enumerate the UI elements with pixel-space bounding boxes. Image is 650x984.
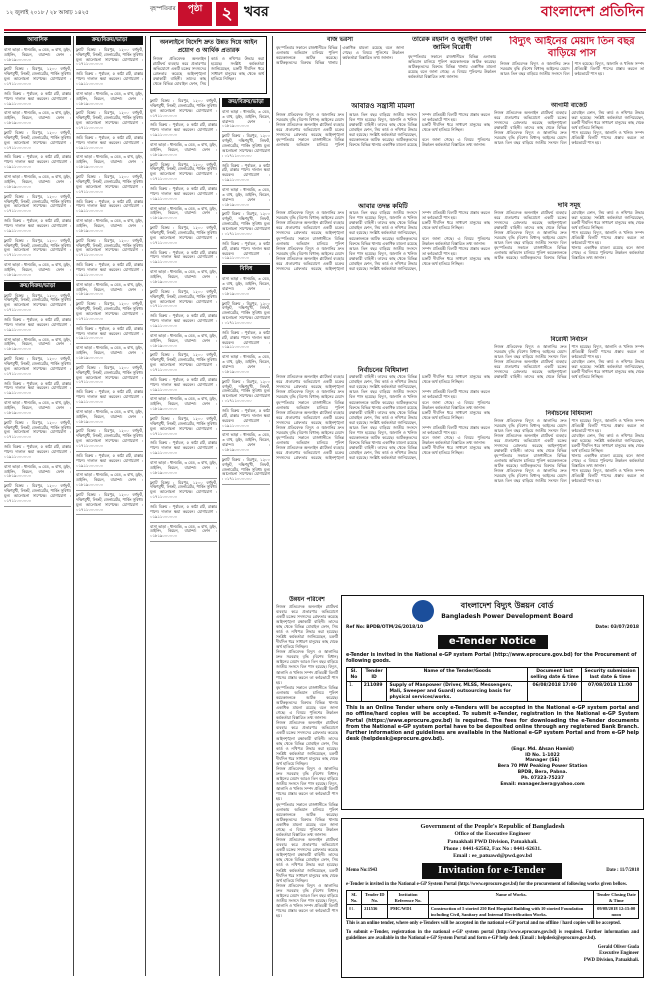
tender-signature <box>346 945 639 964</box>
story-body: নিজস্ব প্রতিবেদক বিদ্যুৎ ও জ্বালানির দ্রুত সরবরাহ বৃদ্ধি (বিশেষ বিধান) আইনের মেয়াদ আরও তিন বছর বাড়িয়ে জাতীয় সংসদে বিল পাস হয়েছে। বিদ্যুৎ, জ্বালানি ও খনিজ সম্পদ প্রতিমন্ত্রী বিলটি পাসের প্রস্তাব করলে তা কণ্ঠভোটে পাস হয়। <box>276 389 490 400</box>
tender-notice-bpdb <box>341 595 644 810</box>
classified-heading: ক্রয়/বিক্রয়/ভাড়া <box>222 98 270 107</box>
classified-ad: জমি বিক্রয় : পূর্বাচল, ৫ কাঠা প্লট, রাস্তার পাশে। দালাল ক্ষমা করবেন। যোগাযোগ : ০১৯১১০০০০০০ <box>76 199 143 218</box>
sign-email: Email: manager.bera@yahoo.com <box>500 781 585 787</box>
story-headline: বিরোধী নির্বাচন <box>550 336 588 343</box>
classified-ad: বাসা ভাড়া : ধানমন্ডি, ৩ বেড, ৩ বাথ, ড্রইং, ডাইনিং, কিচেন, বারান্দা। ফোন : ০১৮১৯০০০০০০ <box>4 174 71 193</box>
tender-table <box>346 890 639 920</box>
tender-title: e-Tender Notice <box>438 635 548 650</box>
classified-ad: জমি বিক্রয় : পূর্বাচল, ৫ কাঠা প্লট, রাস্তার পাশে। দালাল ক্ষমা করবেন। যোগাযোগ : ০১৯১১০০০০০০ <box>4 154 71 173</box>
story-body: নিজস্ব প্রতিবেদক অনলাইন প্ল্যাটফর্ম ব্যবহার করে প্রতারণার অভিযোগে একটি চক্রের সদস্যদের গ্রেফতার করেছে আইনশৃঙ্খলা রক্ষাকারী বাহিনী। তাদের কাছ থেকে বিভিন্ন মোবাইল ফোন, সিম কার্ড ও নথিপত্র উদ্ধার করা হয়েছে। সংশ্লিষ্ট কর্মকর্তারা জানিয়েছেন, চক্রটি দীর্ঘদিন ধরে সাধারণ মানুষের কাছ থেকে অর্থ হাতিয়ে নিচ্ছিল। <box>494 432 644 453</box>
tender-note-2: To submit e-Tender, registration in the national e-GP system portal (http://www.eprocure.gov.bd) is required. Further information and guidelines are available in the National e-GP System Portal and form e-GP help desk (Email : helpdesk@eprocure.gov.bd). <box>346 929 639 941</box>
story-body: নিজস্ব প্রতিবেদক বিদ্যুৎ ও জ্বালানির দ্রুত সরবরাহ বৃদ্ধি (বিশেষ বিধান) আইনের মেয়াদ আরও তিন বছর বাড়িয়ে জাতীয় সংসদে বিল পাস হয়েছে। বিদ্যুৎ, জ্বালানি ও খনিজ সম্পদ প্রতিমন্ত্রী বিলটি পাসের প্রস্তাব করলে তা কণ্ঠভোটে পাস হয়। <box>276 882 338 919</box>
classified-ad: ফ্ল্যাট বিক্রয় : মিরপুর, ১২০০ বর্গফুট, দক্ষিণমুখী, লিফট, জেনারেটর, পার্কিং সুবিধা। মূল্য আলোচনা সাপেক্ষে। যোগাযোগ : ০১৭১১০০০০০০ <box>222 133 270 161</box>
classified-ad: ফ্ল্যাট বিক্রয় : মিরপুর, ১২০০ বর্গফুট, দক্ষিণমুখী, লিফট, জেনারেটর, পার্কিং সুবিধা। মূল্য আলোচনা সাপেক্ষে। যোগাযোগ : ০১৭১১০০০০০০ <box>76 365 143 388</box>
story-section-2 <box>494 102 644 198</box>
story-body: নিজস্ব প্রতিবেদক অনলাইন প্ল্যাটফর্ম ব্যবহার করে প্রতারণার অভিযোগে একটি চক্রের সদস্যদের গ্রেফতার করেছে আইনশৃঙ্খলা রক্ষাকারী বাহিনী। তাদের কাছ থেকে বিভিন্ন মোবাইল ফোন, সিম কার্ড ও নথিপত্র উদ্ধার করা হয়েছে। সংশ্লিষ্ট কর্মকর্তারা জানিয়েছেন, চক্রটি দীর্ঘদিন ধরে সাধারণ মানুষের কাছ থেকে অর্থ হাতিয়ে নিচ্ছিল। <box>276 121 490 138</box>
issue-day: বৃহস্পতিবার <box>150 6 176 12</box>
classified-ad: জমি বিক্রয় : পূর্বাচল, ৫ কাঠা প্লট, রাস্তার পাশে। দালাল ক্ষমা করবেন। যোগাযোগ : ০১৯১১০০০০০০ <box>150 440 217 459</box>
cell-sl: 01. <box>347 905 362 919</box>
org-name-en: Bangladesh Power Development Board <box>441 613 574 620</box>
classified-ad: জমি বিক্রয় : পূর্বাচল, ৫ কাঠা প্লট, রাস্তার পাশে। দালাল ক্ষমা করবেন। যোগাযোগ : ০১৯১১০০০০০০ <box>76 135 143 154</box>
col-doc-date: Document last selling date & time <box>528 668 582 682</box>
classified-ad: ফ্ল্যাট বিক্রয় : মিরপুর, ১২০০ বর্গফুট, দক্ষিণমুখী, লিফট, জেনারেটর, পার্কিং সুবিধা। মূল্য আলোচনা সাপেক্ষে। যোগাযোগ : ০১৭১১০০০০০০ <box>222 301 270 329</box>
tender-intro: e-Tender is invited in the National e-GP System Portal (http://www.eprocure.gov.bd) for the procurement of following works given bellow. <box>346 881 628 887</box>
sign-name: (Engr. Md. Ahsan Hamid) <box>511 746 574 752</box>
classified-ad: জমি বিক্রয় : পূর্বাচল, ৫ কাঠা প্লট, রাস্তার পাশে। দালাল ক্ষমা করবেন। যোগাযোগ : ০১৯১১০০০০০০ <box>4 381 71 400</box>
story-body: বৃহস্পতিবার সকালে রাজধানীতে বিভিন্ন এলাকায় অভিযান চালিয়ে পুলিশ কয়েকজনকে আটক করেছে। আটককৃতদের বিরুদ্ধে বিভিন্ন থানায় একাধিক মামলা রয়েছে বলে জানা গেছে। এ বিষয়ে পুলিশের উর্ধ্বতন কর্মকর্তারা বিস্তারিত তথ্য জানান। <box>408 53 496 79</box>
classified-column-4 <box>222 98 270 976</box>
classified-ad: ফ্ল্যাট বিক্রয় : মিরপুর, ১২০০ বর্গফুট, দক্ষিণমুখী, লিফট, জেনারেটর, পার্কিং সুবিধা। মূল্য আলোচনা সাপেক্ষে। যোগাযোগ : ০১৭১১০০০০০০ <box>4 420 71 443</box>
classified-ad: বাসা ভাড়া : ধানমন্ডি, ৩ বেড, ৩ বাথ, ড্রইং, ডাইনিং, কিচেন, বারান্দা। ফোন : ০১৮১৯০০০০০০ <box>150 269 217 288</box>
story-body: বৃহস্পতিবার সকালে রাজধানীতে বিভিন্ন এলাকায় অভিযান চালিয়ে পুলিশ কয়েকজনকে আটক করেছে। আটককৃতদের বিরুদ্ধে বিভিন্ন থানায় একাধিক মামলা রয়েছে বলে জানা গেছে। এ বিষয়ে পুলিশের উর্ধ্বতন কর্মকর্তারা বিস্তারিত তথ্য জানান। <box>276 44 404 65</box>
story-section-1 <box>276 102 490 198</box>
col-tender-name: Name of the Tender/Goods <box>387 668 528 682</box>
tender-notice-pwd <box>341 818 644 978</box>
story-body: নিজস্ব প্রতিবেদক অনলাইন প্ল্যাটফর্ম ব্যবহার করে প্রতারণার অভিযোগে একটি চক্রের সদস্যদের গ্রেফতার করেছে আইনশৃঙ্খলা রক্ষাকারী বাহিনী। তাদের কাছ থেকে বিভিন্ন মোবাইল ফোন, সিম কার্ড ও নথিপত্র উদ্ধার করা হয়েছে। সংশ্লিষ্ট কর্মকর্তারা জানিয়েছেন, চক্রটি দীর্ঘদিন ধরে সাধারণ মানুষের কাছ থেকে অর্থ হাতিয়ে নিচ্ছিল। <box>276 603 338 650</box>
sign-title: Manager (SE) <box>525 758 560 764</box>
classified-ad: বাসা ভাড়া : ধানমন্ডি, ৩ বেড, ৩ বাথ, ড্রইং, ডাইনিং, কিচেন, বারান্দা। ফোন : ০১৮১৯০০০০০০ <box>4 400 71 419</box>
classified-ad: বাসা ভাড়া : ধানমন্ডি, ৩ বেড, ৩ বাথ, ড্রইং, ডাইনিং, কিচেন, বারান্দা। ফোন : ০১৮১৯০০০০০০ <box>76 282 143 301</box>
column-rule <box>272 36 273 976</box>
classified-ad: জমি বিক্রয় : পূর্বাচল, ৫ কাঠা প্লট, রাস্তার পাশে। দালাল ক্ষমা করবেন। যোগাযোগ : ০১৯১১০০০০০০ <box>76 453 143 472</box>
tender-note: This is an Online Tender where only e-Tenders will be accepted in the National e-GP system portal and no offline/hard copies will be accepted. To submit e-Tender, registration in the National e-GP System Portal (https://www.eprocure.gov.bd) is required. The fees for downloading the e-Tender documents from the National e-GP system portal have to be deposited online through any registered Bank Branch. Further information and guidelines are available in the National e-GP system Portal and from e-GP help desk (helpdesk@eprocure.gov.bd). <box>346 705 639 743</box>
classified-ad: জমি বিক্রয় : পূর্বাচল, ৫ কাঠা প্লট, রাস্তার পাশে। দালাল ক্ষমা করবেন। যোগাযোগ : ০১৯১১০০০০০০ <box>222 241 270 264</box>
org-name-block <box>441 601 573 621</box>
story-body: নিজস্ব প্রতিবেদক অনলাইন প্ল্যাটফর্ম ব্যবহার করে প্রতারণার অভিযোগে একটি চক্রের সদস্যদের গ্রেফতার করেছে আইনশৃঙ্খলা রক্ষাকারী বাহিনী। তাদের কাছ থেকে বিভিন্ন মোবাইল ফোন, সিম কার্ড ও নথিপত্র উদ্ধার করা হয়েছে। সংশ্লিষ্ট কর্মকর্তারা জানিয়েছেন, চক্রটি দীর্ঘদিন ধরে সাধারণ মানুষের কাছ থেকে অর্থ হাতিয়ে নিচ্ছিল। <box>494 358 644 379</box>
classified-heading: ক্রয়/বিক্রয়/ভাড়া <box>4 282 71 291</box>
classified-ad: ফ্ল্যাট বিক্রয় : মিরপুর, ১২০০ বর্গফুট, দক্ষিণমুখী, লিফট, জেনারেটর, পার্কিং সুবিধা। মূল্য আলোচনা সাপেক্ষে। যোগাযোগ : ০১৭১১০০০০০০ <box>150 480 217 503</box>
table-row <box>347 905 639 919</box>
classified-ad: জমি বিক্রয় : পূর্বাচল, ৫ কাঠা প্লট, রাস্তার পাশে। দালাল ক্ষমা করবেন। যোগাযোগ : ০১৯১১০০০০০০ <box>222 408 270 431</box>
classified-ad: জমি বিক্রয় : পূর্বাচল, ৫ কাঠা প্লট, রাস্তার পাশে। দালাল ক্ষমা করবেন। যোগাযোগ : ০১৯১১০০০০০০ <box>76 326 143 345</box>
cell-tender-id: 211089 <box>361 682 387 702</box>
classified-ad: বাসা ভাড়া : ধানমন্ডি, ৩ বেড, ৩ বাথ, ড্রইং, ডাইনিং, কিচেন, বারান্দা। ফোন : ০১৮১৯০০০০০০ <box>4 464 71 483</box>
page-label-box <box>178 2 212 26</box>
story-headline: আবারও সন্ত্রাসী মামলা <box>351 102 415 110</box>
story-section-6 <box>276 366 490 592</box>
classified-ad: জমি বিক্রয় : পূর্বাচল, ৫ কাঠা প্লট, রাস্তার পাশে। দালাল ক্ষমা করবেন। যোগাযোগ : ০১৯১১০০০০০০ <box>76 71 143 90</box>
story-body: নিজস্ব প্রতিবেদক অনলাইন প্ল্যাটফর্ম ব্যবহার করে প্রতারণার অভিযোগে একটি চক্রের সদস্যদের গ্রেফতার করেছে আইনশৃঙ্খলা রক্ষাকারী বাহিনী। তাদের কাছ থেকে বিভিন্ন মোবাইল ফোন, সিম কার্ড ও নথিপত্র উদ্ধার করা হয়েছে। সংশ্লিষ্ট কর্মকর্তারা জানিয়েছেন, চক্রটি দীর্ঘদিন ধরে সাধারণ মানুষের কাছ থেকে অর্থ হাতিয়ে নিচ্ছিল। <box>276 445 490 461</box>
tender-date: Date: 03/07/2018 <box>595 625 639 630</box>
story-body: নিজস্ব প্রতিবেদক অনলাইন প্ল্যাটফর্ম ব্যবহার করে প্রতারণার অভিযোগে একটি চক্রের সদস্যদের গ্রেফতার করেছে আইনশৃঙ্খলা রক্ষাকারী বাহিনী। তাদের কাছ থেকে বিভিন্ন মোবাইল ফোন, সিম কার্ড ও নথিপত্র উদ্ধার করা হয়েছে। সংশ্লিষ্ট কর্মকর্তারা জানিয়েছেন, চক্রটি দীর্ঘদিন ধরে সাধারণ মানুষের কাছ থেকে অর্থ হাতিয়ে নিচ্ছিল। <box>276 409 490 425</box>
classified-ad: জমি বিক্রয় : পূর্বাচল, ৫ কাঠা প্লট, রাস্তার পাশে। দালাল ক্ষমা করবেন। যোগাযোগ : ০১৯১১০০০০০০ <box>150 250 217 269</box>
col-ref: Invitation Reference No. <box>388 890 429 904</box>
classified-ad: বাসা ভাড়া : ধানমন্ডি, ৩ বেড, ৩ বাথ, ড্রইং, ডাইনিং, কিচেন, বারান্দা। ফোন : ০১৮১৯০০০০০০ <box>150 396 217 415</box>
classified-ad: বাসা ভাড়া : ধানমন্ডি, ৩ বেড, ৩ বাথ, ড্রইং, ডাইনিং, কিচেন, বারান্দা। ফোন : ০১৮১৯০০০০০০ <box>150 206 217 225</box>
story-section-4 <box>494 202 644 332</box>
story-body: বৃহস্পতিবার সকালে রাজধানীতে বিভিন্ন এলাকায় অভিযান চালিয়ে পুলিশ কয়েকজনকে আটক করেছে। আটককৃতদের বিরুদ্ধে বিভিন্ন থানায় একাধিক মামলা রয়েছে বলে জানা গেছে। এ বিষয়ে পুলিশের উর্ধ্বতন কর্মকর্তারা বিস্তারিত তথ্য জানান। <box>276 399 490 410</box>
story-online-fraud <box>150 36 267 94</box>
classified-ad: বাসা ভাড়া : ধানমন্ডি, ৩ বেড, ৩ বাথ, ড্রইং, ডাইনিং, কিচেন, বারান্দা। ফোন : ০১৮১৯০০০০০০ <box>222 109 270 132</box>
classified-ad: ফ্ল্যাট বিক্রয় : মিরপুর, ১২০০ বর্গফুট, দক্ষিণমুখী, লিফট, জেনারেটর, পার্কিং সুবিধা। মূল্য আলোচনা সাপেক্ষে। যোগাযোগ : ০১৭১১০০০০০০ <box>4 238 71 261</box>
classified-ad: বাসা ভাড়া : ধানমন্ডি, ৩ বেড, ৩ বাথ, ড্রইং, ডাইনিং, কিচেন, বারান্দা। ফোন : ০১৮১৯০০০০০০ <box>76 345 143 364</box>
story-headline: বিদ্যুৎ আইনের মেয়াদ তিন বছর বাড়িয়ে পাস <box>509 36 635 59</box>
story-headline: বাজ ভরসা <box>326 36 353 43</box>
classified-ad: বাসা ভাড়া : ধানমন্ডি, ৩ বেড, ৩ বাথ, ড্রইং, ডাইনিং, কিচেন, বারান্দা। ফোন : ০১৮১৯০০০০০০ <box>76 218 143 237</box>
office-email: Email : ee_patuawd@pwd.gov.bd <box>453 852 532 859</box>
classified-ad: জমি বিক্রয় : পূর্বাচল, ৫ কাঠা প্লট, রাস্তার পাশে। দালাল ক্ষমা করবেন। যোগাযোগ : ০১৯১১০০০০০০ <box>150 122 217 141</box>
table-row <box>347 682 639 702</box>
tender-ref: Ref No: BPDB/OTM/26/2018/10 <box>346 625 424 630</box>
story-headline: নির্বাচনের বিধিমালা <box>357 366 409 374</box>
tender-note-1: This is an online tender, where only e-Tenders will be accepted in the national e-GP portal and no offline / hard copies will be accepted. <box>346 921 621 927</box>
classified-ad: ফ্ল্যাট বিক্রয় : মিরপুর, ১২০০ বর্গফুট, দক্ষিণমুখী, লিফট, জেনারেটর, পার্কিং সুবিধা। মূল্য আলোচনা সাপেক্ষে। যোগাযোগ : ০১৭১১০০০০০০ <box>4 293 71 316</box>
tender-header-block <box>346 823 639 860</box>
story-headline: দাবি সমূহ <box>557 202 581 209</box>
classified-ad: ফ্ল্যাট বিক্রয় : মিরপুর, ১২০০ বর্গফুট, দক্ষিণমুখী, লিফট, জেনারেটর, পার্কিং সুবিধা। মূল্য আলোচনা সাপেক্ষে। যোগাযোগ : ০১৭১১০০০০০০ <box>222 211 270 239</box>
classified-ad: ফ্ল্যাট বিক্রয় : মিরপুর, ১২০০ বর্গফুট, দক্ষিণমুখী, লিফট, জেনারেটর, পার্কিং সুবিধা। মূল্য আলোচনা সাপেক্ষে। যোগাযোগ : ০১৭১১০০০০০০ <box>222 457 270 485</box>
classified-ad: বাসা ভাড়া : ধানমন্ডি, ৩ বেড, ৩ বাথ, ড্রইং, ডাইনিং, কিচেন, বারান্দা। ফোন : ০১৮১৯০০০০০০ <box>222 354 270 377</box>
story-body: বৃহস্পতিবার সকালে রাজধানীতে বিভিন্ন এলাকায় অভিযান চালিয়ে পুলিশ কয়েকজনকে আটক করেছে। আটককৃতদের বিরুদ্ধে বিভিন্ন থানায় একাধিক মামলা রয়েছে বলে জানা গেছে। এ বিষয়ে পুলিশের উর্ধ্বতন কর্মকর্তারা বিস্তারিত তথ্য জানান। <box>276 235 490 246</box>
story-headline: তারেক রহমান ও জুবাইদা ঢাকা জামিন বিরোধী <box>412 36 492 51</box>
classified-ad: ফ্ল্যাট বিক্রয় : মিরপুর, ১২০০ বর্গফুট, দক্ষিণমুখী, লিফট, জেনারেটর, পার্কিং সুবিধা। মূল্য আলোচনা সাপেক্ষে। যোগাযোগ : ০১৭১১০০০০০০ <box>76 110 143 133</box>
story-body: বৃহস্পতিবার সকালে রাজধানীতে বিভিন্ন এলাকায় অভিযান চালিয়ে পুলিশ কয়েকজনকে আটক করেছে। আটককৃতদের বিরুদ্ধে বিভিন্ন থানায় একাধিক মামলা রয়েছে বলে জানা গেছে। এ বিষয়ে পুলিশের উর্ধ্বতন কর্মকর্তারা বিস্তারিত তথ্য জানান। <box>276 801 338 838</box>
classified-ad: ফ্ল্যাট বিক্রয় : মিরপুর, ১২০০ বর্গফুট, দক্ষিণমুখী, লিফট, জেনারেটর, পার্কিং সুবিধা। মূল্য আলোচনা সাপেক্ষে। যোগাযোগ : ০১৭১১০০০০০০ <box>76 47 143 70</box>
story-section-7 <box>494 410 644 590</box>
story-body: বৃহস্পতিবার সকালে রাজধানীতে বিভিন্ন এলাকায় অভিযান চালিয়ে পুলিশ কয়েকজনকে আটক করেছে। আটককৃতদের বিরুদ্ধে বিভিন্ন থানায় একাধিক মামলা রয়েছে বলে জানা গেছে। এ বিষয়ে পুলিশের উর্ধ্বতন কর্মকর্তারা বিস্তারিত তথ্য জানান। <box>276 684 338 721</box>
story-body: নিজস্ব প্রতিবেদক বিদ্যুৎ ও জ্বালানির দ্রুত সরবরাহ বৃদ্ধি (বিশেষ বিধান) আইনের মেয়াদ আরও তিন বছর বাড়িয়ে জাতীয় সংসদে বিল পাস হয়েছে। বিদ্যুৎ, জ্বালানি ও খনিজ সম্পদ প্রতিমন্ত্রী বিলটি পাসের প্রস্তাব করলে তা কণ্ঠভোটে পাস হয়। <box>276 649 338 685</box>
classified-ad: জমি বিক্রয় : পূর্বাচল, ৫ কাঠা প্লট, রাস্তার পাশে। দালাল ক্ষমা করবেন। যোগাযোগ : ০১৯১১০০০০০০ <box>222 163 270 186</box>
classified-ad: ফ্ল্যাট বিক্রয় : মিরপুর, ১২০০ বর্গফুট, দক্ষিণমুখী, লিফট, জেনারেটর, পার্কিং সুবিধা। মূল্য আলোচনা সাপেক্ষে। যোগাযোগ : ০১৭১১০০০০০০ <box>76 301 143 324</box>
classified-ad: বাসা ভাড়া : ধানমন্ডি, ৩ বেড, ৩ বাথ, ড্রইং, ডাইনিং, কিচেন, বারান্দা। ফোন : ০১৮১৯০০০০০০ <box>150 524 217 543</box>
classified-ad: বাসা ভাড়া : ধানমন্ডি, ৩ বেড, ৩ বাথ, ড্রইং, ডাইনিং, কিচেন, বারান্দা। ফোন : ০১৮১৯০০০০০০ <box>4 337 71 356</box>
page-label: পৃষ্ঠা <box>187 4 203 14</box>
cell-sl: 1. <box>347 682 362 702</box>
classified-ad: ফ্ল্যাট বিক্রয় : মিরপুর, ১২০০ বর্গফুট, দক্ষিণমুখী, লিফট, জেনারেটর, পার্কিং সুবিধা। মূল্য আলোচনা সাপেক্ষে। যোগাযোগ : ০১৭১১০০০০০০ <box>150 98 217 121</box>
classified-ad: জমি বিক্রয় : পূর্বাচল, ৫ কাঠা প্লট, রাস্তার পাশে। দালাল ক্ষমা করবেন। যোগাযোগ : ০১৯১১০০০০০০ <box>76 389 143 408</box>
classified-ad: ফ্ল্যাট বিক্রয় : মিরপুর, ১২০০ বর্গফুট, দক্ষিণমুখী, লিফট, জেনারেটর, পার্কিং সুবিধা। মূল্য আলোচনা সাপেক্ষে। যোগাযোগ : ০১৭১১০০০০০০ <box>4 356 71 379</box>
col-tender-id: Tender ID No. <box>362 890 388 904</box>
cell-sub-date: 07/08/2018 11:00 <box>582 682 639 702</box>
classified-ad: জমি বিক্রয় : পূর্বাচল, ৫ কাঠা প্লট, রাস্তার পাশে। দালাল ক্ষমা করবেন। যোগাযোগ : ০১৯১১০০০০০০ <box>76 262 143 281</box>
memo-date: Date : 11/7/2018 <box>606 867 639 873</box>
story-body: নিজস্ব প্রতিবেদক বিদ্যুৎ ও জ্বালানির দ্রুত সরবরাহ বৃদ্ধি (বিশেষ বিধান) আইনের মেয়াদ আরও তিন বছর বাড়িয়ে জাতীয় সংসদে বিল পাস হয়েছে। বিদ্যুৎ, জ্বালানি ও খনিজ সম্পদ প্রতিমন্ত্রী বিলটি পাসের প্রস্তাব করলে তা কণ্ঠভোটে পাস হয়। <box>276 424 490 435</box>
col-sl: SL No. <box>347 890 362 904</box>
story-body: নিজস্ব প্রতিবেদক বিদ্যুৎ ও জ্বালানির দ্রুত সরবরাহ বৃদ্ধি (বিশেষ বিধান) আইনের মেয়াদ আরও তিন বছর বাড়িয়ে জাতীয় সংসদে বিল পাস হয়েছে। বিদ্যুৎ, জ্বালানি ও খনিজ সম্পদ প্রতিমন্ত্রী বিলটি পাসের প্রস্তাব করলে তা কণ্ঠভোটে পাস হয়। <box>500 61 644 77</box>
classified-ad: ফ্ল্যাট বিক্রয় : মিরপুর, ১২০০ বর্গফুট, দক্ষিণমুখী, লিফট, জেনারেটর, পার্কিং সুবিধা। মূল্য আলোচনা সাপেক্ষে। যোগাযোগ : ০১৭১১০০০০০০ <box>76 238 143 261</box>
story-body: নিজস্ব প্রতিবেদক বিদ্যুৎ ও জ্বালানির দ্রুত সরবরাহ বৃদ্ধি (বিশেষ বিধান) আইনের মেয়াদ আরও তিন বছর বাড়িয়ে জাতীয় সংসদে বিল পাস হয়েছে। বিদ্যুৎ, জ্বালানি ও খনিজ সম্পদ প্রতিমন্ত্রী বিলটি পাসের প্রস্তাব করলে তা কণ্ঠভোটে পাস হয়। <box>276 111 490 122</box>
gov-name: Government of the People's Republic of Bangladesh <box>420 823 565 830</box>
cell-ref: PMC/WD1 <box>388 905 429 919</box>
story-body: নিজস্ব প্রতিবেদক বিদ্যুৎ ও জ্বালানির দ্রুত সরবরাহ বৃদ্ধি (বিশেষ বিধান) আইনের মেয়াদ আরও তিন বছর বাড়িয়ে জাতীয় সংসদে বিল পাস হয়েছে। বিদ্যুৎ, জ্বালানি ও খনিজ সম্পদ প্রতিমন্ত্রী বিলটি পাসের প্রস্তাব করলে তা কণ্ঠভোটে পাস হয়। <box>494 417 644 433</box>
story-headline: আবার তদন্ত কমিটি <box>358 202 408 210</box>
classified-column-3 <box>150 98 217 976</box>
classified-ad: ফ্ল্যাট বিক্রয় : মিরপুর, ১২০০ বর্গফুট, দক্ষিণমুখী, লিফট, জেনারেটর, পার্কিং সুবিধা। মূল্য আলোচনা সাপেক্ষে। যোগাযোগ : ০১৭১১০০০০০০ <box>4 194 71 217</box>
col-sub-date: Security submission last date & time <box>582 668 639 682</box>
classified-ad: ফ্ল্যাট বিক্রয় : মিরপুর, ১২০০ বর্গফুট, দক্ষিণমুখী, লিফট, জেনারেটর, পার্কিং সুবিধা। মূল্য আলোচনা সাপেক্ষে। যোগাযোগ : ০১৭১১০০০০০০ <box>150 352 217 375</box>
column-rule <box>219 98 220 976</box>
col-closing: Tender Closing Date & Time <box>594 890 639 904</box>
classified-ad: ফ্ল্যাট বিক্রয় : মিরপুর, ১২০০ বর্গফুট, দক্ষিণমুখী, লিফট, জেনারেটর, পার্কিং সুবিধা। মূল্য আলোচনা সাপেক্ষে। যোগাযোগ : ০১৭১১০০০০০০ <box>150 162 217 185</box>
story-body: নিজস্ব প্রতিবেদক অনলাইন প্ল্যাটফর্ম ব্যবহার করে প্রতারণার অভিযোগে একটি চক্রের সদস্যদের গ্রেফতার করেছে আইনশৃঙ্খলা রক্ষাকারী বাহিনী। তাদের কাছ থেকে বিভিন্ন মোবাইল ফোন, সিম কার্ড ও নথিপত্র উদ্ধার করা হয়েছে। সংশ্লিষ্ট কর্মকর্তারা জানিয়েছেন, চক্রটি দীর্ঘদিন ধরে সাধারণ মানুষের কাছ থেকে অর্থ হাতিয়ে নিচ্ছিল। <box>153 56 264 87</box>
masthead-logo: বাংলাদেশ প্রতিদিন <box>540 4 644 20</box>
story-body: বৃহস্পতিবার সকালে রাজধানীতে বিভিন্ন এলাকায় অভিযান চালিয়ে পুলিশ কয়েকজনকে আটক করেছে। আটককৃতদের বিরুদ্ধে বিভিন্ন থানায় একাধিক মামলা রয়েছে বলে জানা গেছে। এ বিষয়ে পুলিশের উর্ধ্বতন কর্মকর্তারা বিস্তারিত তথ্য জানান। <box>494 245 644 261</box>
org-name-bn: বাংলাদেশ বিদ্যুৎ উন্নয়ন বোর্ড <box>460 601 554 610</box>
story-body: নিজস্ব প্রতিবেদক বিদ্যুৎ ও জ্বালানির দ্রুত সরবরাহ বৃদ্ধি (বিশেষ বিধান) আইনের মেয়াদ আরও তিন বছর বাড়িয়ে জাতীয় সংসদে বিল পাস হয়েছে। বিদ্যুৎ, জ্বালানি ও খনিজ সম্পদ প্রতিমন্ত্রী বিলটি পাসের প্রস্তাব করলে তা কণ্ঠভোটে পাস হয়। <box>276 766 338 802</box>
story-body: বৃহস্পতিবার সকালে রাজধানীতে বিভিন্ন এলাকায় অভিযান চালিয়ে পুলিশ কয়েকজনকে আটক করেছে। আটককৃতদের বিরুদ্ধে বিভিন্ন থানায় একাধিক মামলা রয়েছে বলে জানা গেছে। এ বিষয়ে পুলিশের উর্ধ্বতন কর্মকর্তারা বিস্তারিত তথ্য জানান। <box>494 453 644 469</box>
story-body: বৃহস্পতিবার সকালে রাজধানীতে বিভিন্ন এলাকায় অভিযান চালিয়ে পুলিশ কয়েকজনকে আটক করেছে। আটককৃতদের বিরুদ্ধে বিভিন্ন থানায় একাধিক মামলা রয়েছে বলে জানা গেছে। এ বিষয়ে পুলিশের উর্ধ্বতন কর্মকর্তারা বিস্তারিত তথ্য জানান। <box>276 137 490 148</box>
sign-phone: Ph. 07323-75237 <box>521 775 564 781</box>
story-body: নিজস্ব প্রতিবেদক অনলাইন প্ল্যাটফর্ম ব্যবহার করে প্রতারণার অভিযোগে একটি চক্রের সদস্যদের গ্রেফতার করেছে আইনশৃঙ্খলা রক্ষাকারী বাহিনী। তাদের কাছ থেকে বিভিন্ন মোবাইল ফোন, সিম কার্ড ও নথিপত্র উদ্ধার করা হয়েছে। সংশ্লিষ্ট কর্মকর্তারা জানিয়েছেন, চক্রটি দীর্ঘদিন ধরে সাধারণ মানুষের কাছ থেকে অর্থ হাতিয়ে নিচ্ছিল। <box>276 374 490 390</box>
section-title: খবর <box>244 4 269 20</box>
office-name: Office of the Executive Engineer <box>454 831 531 838</box>
column-rule <box>145 36 146 976</box>
classified-ad: বাসা ভাড়া : ধানমন্ডি, ৩ বেড, ৩ বাথ, ড্রইং, ডাইনিং, কিচেন, বারান্দা। ফোন : ০১৮১৯০০০০০০ <box>76 409 143 428</box>
classified-ad: বাসা ভাড়া : ধানমন্ডি, ৩ বেড, ৩ বাথ, ড্রইং, ডাইনিং, কিচেন, বারান্দা। ফোন : ০১৮১৯০০০০০০ <box>150 460 217 479</box>
story-headline: উন্নয়ন পরিবেশ <box>289 596 325 603</box>
cell-closing: 09/08/2018 12:15:00 noon <box>594 905 639 919</box>
classified-ad: ফ্ল্যাট বিক্রয় : মিরপুর, ১২০০ বর্গফুট, দক্ষিণমুখী, লিফট, জেনারেটর, পার্কিং সুবিধা। মূল্য আলোচনা সাপেক্ষে। যোগাযোগ : ০১৭১১০০০০০০ <box>150 289 217 312</box>
classified-ad: জমি বিক্রয় : পূর্বাচল, ৫ কাঠা প্লট, রাস্তার পাশে। দালাল ক্ষমা করবেন। যোগাযোগ : ০১৯১১০০০০০০ <box>150 186 217 205</box>
story-body: নিজস্ব প্রতিবেদক বিদ্যুৎ ও জ্বালানির দ্রুত সরবরাহ বৃদ্ধি (বিশেষ বিধান) আইনের মেয়াদ আরও তিন বছর বাড়িয়ে জাতীয় সংসদে বিল পাস হয়েছে। বিদ্যুৎ, জ্বালানি ও খনিজ সম্পদ প্রতিমন্ত্রী বিলটি পাসের প্রস্তাব করলে তা কণ্ঠভোটে পাস হয়। <box>276 245 490 256</box>
classified-ad: বাসা ভাড়া : ধানমন্ডি, ৩ বেড, ৩ বাথ, ড্রইং, ডাইনিং, কিচেন, বারান্দা। ফোন : ০১৮১৯০০০০০০ <box>222 187 270 210</box>
column-rule <box>73 36 74 976</box>
classified-ad: জমি বিক্রয় : পূর্বাচল, ৫ কাঠা প্লট, রাস্তার পাশে। দালাল ক্ষমা করবেন। যোগাযোগ : ০১৯১১০০০০০০ <box>4 218 71 237</box>
classified-ad: ফ্ল্যাট বিক্রয় : মিরপুর, ১২০০ বর্গফুট, দক্ষিণমুখী, লিফট, জেনারেটর, পার্কিং সুবিধা। মূল্য আলোচনা সাপেক্ষে। যোগাযোগ : ০১৭১১০০০০০০ <box>76 428 143 451</box>
classified-ad: জমি বিক্রয় : পূর্বাচল, ৫ কাঠা প্লট, রাস্তার পাশে। দালাল ক্ষমা করবেন। যোগাযোগ : ০১৯১১০০০০০০ <box>150 377 217 396</box>
story-body: বৃহস্পতিবার সকালে রাজধানীতে বিভিন্ন এলাকায় অভিযান চালিয়ে পুলিশ কয়েকজনকে আটক করেছে। আটককৃতদের বিরুদ্ধে বিভিন্ন থানায় একাধিক মামলা রয়েছে বলে জানা গেছে। এ বিষয়ে পুলিশের উর্ধ্বতন কর্মকর্তারা বিস্তারিত তথ্য জানান। <box>276 435 490 446</box>
sign-office: Bera 70 MW Peaking Power Station <box>497 764 588 770</box>
story-section-5 <box>494 336 644 406</box>
classified-ad: বাসা ভাড়া : ধানমন্ডি, ৩ বেড, ৩ বাথ, ড্রইং, ডাইনিং, কিচেন, বারান্দা। ফোন : ০১৮১৯০০০০০০ <box>4 47 71 66</box>
memo-number: Memo No:1943 <box>346 867 378 873</box>
story-body: নিজস্ব প্রতিবেদক অনলাইন প্ল্যাটফর্ম ব্যবহার করে প্রতারণার অভিযোগে একটি চক্রের সদস্যদের গ্রেফতার করেছে আইনশৃঙ্খলা রক্ষাকারী বাহিনী। তাদের কাছ থেকে বিভিন্ন মোবাইল ফোন, সিম কার্ড ও নথিপত্র উদ্ধার করা হয়েছে। সংশ্লিষ্ট কর্মকর্তারা জানিয়েছেন, চক্রটি দীর্ঘদিন ধরে সাধারণ মানুষের কাছ থেকে অর্থ হাতিয়ে নিচ্ছিল। <box>276 255 490 271</box>
classified-heading: আবাসিক <box>4 36 71 45</box>
story-headline: অনলাইনে বিদেশি দ্রুত উন্নত দিয়ে আইন প্রয়োগ ও আর্থিক প্রতারক <box>159 39 258 54</box>
story-body: নিজস্ব প্রতিবেদক বিদ্যুৎ ও জ্বালানির দ্রুত সরবরাহ বৃদ্ধি (বিশেষ বিধান) আইনের মেয়াদ আরও তিন বছর বাড়িয়ে জাতীয় সংসদে বিল পাস হয়েছে। বিদ্যুৎ, জ্বালানি ও খনিজ সম্পদ প্রতিমন্ত্রী বিলটি পাসের প্রস্তাব করলে তা কণ্ঠভোটে পাস হয়। <box>494 129 644 145</box>
classified-column-1 <box>4 36 71 976</box>
classified-ad: জমি বিক্রয় : পূর্বাচল, ৫ কাঠা প্লট, রাস্তার পাশে। দালাল ক্ষমা করবেন। যোগাযোগ : ০১৯১১০০০০০০ <box>4 91 71 110</box>
story-body: নিজস্ব প্রতিবেদক অনলাইন প্ল্যাটফর্ম ব্যবহার করে প্রতারণার অভিযোগে একটি চক্রের সদস্যদের গ্রেফতার করেছে আইনশৃঙ্খলা রক্ষাকারী বাহিনী। তাদের কাছ থেকে বিভিন্ন মোবাইল ফোন, সিম কার্ড ও নথিপত্র উদ্ধার করা হয়েছে। সংশ্লিষ্ট কর্মকর্তারা জানিয়েছেন, চক্রটি দীর্ঘদিন ধরে সাধারণ মানুষের কাছ থেকে অর্থ হাতিয়ে নিচ্ছিল। <box>276 220 490 236</box>
classified-ad: ফ্ল্যাট বিক্রয় : মিরপুর, ১২০০ বর্গফুট, দক্ষিণমুখী, লিফট, জেনারেটর, পার্কিং সুবিধা। মূল্য আলোচনা সাপেক্ষে। যোগাযোগ : ০১৭১১০০০০০০ <box>4 66 71 89</box>
story-headline: আগামী বাজেট <box>551 102 587 109</box>
sign-office: PWD Division, Patuakhali. <box>583 957 639 963</box>
classified-ad: জমি বিক্রয় : পূর্বাচল, ৫ কাঠা প্লট, রাস্তার পাশে। দালাল ক্ষমা করবেন। যোগাযোগ : ০১৯১১০০০০০০ <box>150 313 217 332</box>
bpdb-logo-icon <box>412 600 434 622</box>
story-body: নিজস্ব প্রতিবেদক অনলাইন প্ল্যাটফর্ম ব্যবহার করে প্রতারণার অভিযোগে একটি চক্রের সদস্যদের গ্রেফতার করেছে আইনশৃঙ্খলা রক্ষাকারী বাহিনী। তাদের কাছ থেকে বিভিন্ন মোবাইল ফোন, সিম কার্ড ও নথিপত্র উদ্ধার করা হয়েছে। সংশ্লিষ্ট কর্মকর্তারা জানিয়েছেন, চক্রটি দীর্ঘদিন ধরে সাধারণ মানুষের কাছ থেকে অর্থ হাতিয়ে নিচ্ছিল। <box>494 109 644 130</box>
issue-date: ১২ জুলাই ২০১৮ / ২৮ আষাঢ় ১৪২৫ <box>6 10 89 16</box>
classified-ad: বাসা ভাড়া : ধানমন্ডি, ৩ বেড, ৩ বাথ, ড্রইং, ডাইনিং, কিচেন, বারান্দা। ফোন : ০১৮১৯০০০০০০ <box>222 276 270 299</box>
tender-signature <box>446 747 639 788</box>
story-section-8 <box>276 596 338 976</box>
classified-heading: ক্রয়/বিক্রয়/ভাড়া <box>76 36 143 45</box>
tender-title: Invitation for e-Tender <box>422 863 562 879</box>
story-body: নিজস্ব প্রতিবেদক অনলাইন প্ল্যাটফর্ম ব্যবহার করে প্রতারণার অভিযোগে একটি চক্রের সদস্যদের গ্রেফতার করেছে আইনশৃঙ্খলা রক্ষাকারী বাহিনী। তাদের কাছ থেকে বিভিন্ন মোবাইল ফোন, সিম কার্ড ও নথিপত্র উদ্ধার করা হয়েছে। সংশ্লিষ্ট কর্মকর্তারা জানিয়েছেন, চক্রটি দীর্ঘদিন ধরে সাধারণ মানুষের কাছ থেকে অর্থ হাতিয়ে নিচ্ছিল। <box>276 720 338 766</box>
classified-ad: ফ্ল্যাট বিক্রয় : মিরপুর, ১২০০ বর্গফুট, দক্ষিণমুখী, লিফট, জেনারেটর, পার্কিং সুবিধা। মূল্য আলোচনা সাপেক্ষে। যোগাযোগ : ০১৭১১০০০০০০ <box>4 483 71 506</box>
page-number: ২ <box>216 2 238 26</box>
classified-ad: জমি বিক্রয় : পূর্বাচল, ৫ কাঠা প্লট, রাস্তার পাশে। দালাল ক্ষমা করবেন। যোগাযোগ : ০১৯১১০০০০০০ <box>150 504 217 523</box>
story-body: নিজস্ব প্রতিবেদক অনলাইন প্ল্যাটফর্ম ব্যবহার করে প্রতারণার অভিযোগে একটি চক্রের সদস্যদের গ্রেফতার করেছে আইনশৃঙ্খলা রক্ষাকারী বাহিনী। তাদের কাছ থেকে বিভিন্ন মোবাইল ফোন, সিম কার্ড ও নথিপত্র উদ্ধার করা হয়েছে। সংশ্লিষ্ট কর্মকর্তারা জানিয়েছেন, চক্রটি দীর্ঘদিন ধরে সাধারণ মানুষের কাছ থেকে অর্থ হাতিয়ে নিচ্ছিল। <box>494 209 644 230</box>
classified-ad: বাসা ভাড়া : ধানমন্ডি, ৩ বেড, ৩ বাথ, ড্রইং, ডাইনিং, কিচেন, বারান্দা। ফোন : ০১৮১৯০০০০০০ <box>150 142 217 161</box>
cell-tender-id: 211536 <box>362 905 388 919</box>
classified-ad: বাসা ভাড়া : ধানমন্ডি, ৩ বেড, ৩ বাথ, ড্রইং, ডাইনিং, কিচেন, বারান্দা। ফোন : ০১৮১৯০০০০০০ <box>4 262 71 281</box>
classified-ad: জমি বিক্রয় : পূর্বাচল, ৫ কাঠা প্লট, রাস্তার পাশে। দালাল ক্ষমা করবেন। যোগাযোগ : ০১৯১১০০০০০০ <box>4 444 71 463</box>
classified-ad: জমি বিক্রয় : পূর্বাচল, ৫ কাঠা প্লট, রাস্তার পাশে। দালাল ক্ষমা করবেন। যোগাযোগ : ০১৯১১০০০০০০ <box>4 317 71 336</box>
classified-ad: বাসা ভাড়া : ধানমন্ডি, ৩ বেড, ৩ বাথ, ড্রইং, ডাইনিং, কিচেন, বারান্দা। ফোন : ০১৮১৯০০০০০০ <box>76 472 143 491</box>
sign-id: ID No. 1-1022 <box>525 752 560 758</box>
header-rule <box>4 29 646 31</box>
story-body: নিজস্ব প্রতিবেদক বিদ্যুৎ ও জ্বালানির দ্রুত সরবরাহ বৃদ্ধি (বিশেষ বিধান) আইনের মেয়াদ আরও তিন বছর বাড়িয়ে জাতীয় সংসদে বিল পাস হয়েছে। বিদ্যুৎ, জ্বালানি ও খনিজ সম্পদ প্রতিমন্ত্রী বিলটি পাসের প্রস্তাব করলে তা কণ্ঠভোটে পাস হয়। <box>494 468 644 484</box>
sign-title: Executive Engineer <box>599 951 639 957</box>
classified-column-2 <box>76 36 143 976</box>
story-body: নিজস্ব প্রতিবেদক বিদ্যুৎ ও জ্বালানির দ্রুত সরবরাহ বৃদ্ধি (বিশেষ বিধান) আইনের মেয়াদ আরও তিন বছর বাড়িয়ে জাতীয় সংসদে বিল পাস হয়েছে। বিদ্যুৎ, জ্বালানি ও খনিজ সম্পদ প্রতিমন্ত্রী বিলটি পাসের প্রস্তাব করলে তা কণ্ঠভোটে পাস হয়। <box>494 343 644 359</box>
cell-doc-date: 06/08/2018 17:00 <box>528 682 582 702</box>
classified-heading: বিবিধ <box>222 265 270 274</box>
sign-place: BPDB, Bera, Pabna. <box>517 770 568 776</box>
story-section-3 <box>276 202 490 362</box>
cell-work: Construction of 5 storied 250 Bed Hospital Building with 10 storied Foundation including Civil, Sanitary and Internal Electrification Works. <box>428 905 594 919</box>
col-tender-id: Tender ID <box>361 668 387 682</box>
classified-ad: জমি বিক্রয় : পূর্বাচল, ৫ কাঠা প্লট, রাস্তার পাশে। দালাল ক্ষমা করবেন। যোগাযোগ : ০১৯১১০০০০০০ <box>222 330 270 353</box>
col-work: Name of Works. <box>428 890 594 904</box>
classified-ad: ফ্ল্যাট বিক্রয় : মিরপুর, ১২০০ বর্গফুট, দক্ষিণমুখী, লিফট, জেনারেটর, পার্কিং সুবিধা। মূল্য আলোচনা সাপেক্ষে। যোগাযোগ : ০১৭১১০০০০০০ <box>76 174 143 197</box>
story-body: নিজস্ব প্রতিবেদক বিদ্যুৎ ও জ্বালানির দ্রুত সরবরাহ বৃদ্ধি (বিশেষ বিধান) আইনের মেয়াদ আরও তিন বছর বাড়িয়ে জাতীয় সংসদে বিল পাস হয়েছে। বিদ্যুৎ, জ্বালানি ও খনিজ সম্পদ প্রতিমন্ত্রী বিলটি পাসের প্রস্তাব করলে তা কণ্ঠভোটে পাস হয়। <box>494 229 644 245</box>
division-name: Patuakhali PWD Division, Patuakhali. <box>447 838 538 845</box>
classified-ad: বাসা ভাড়া : ধানমন্ডি, ৩ বেড, ৩ বাথ, ড্রইং, ডাইনিং, কিচেন, বারান্দা। ফোন : ০১৮১৯০০০০০০ <box>76 91 143 110</box>
story-body: নিজস্ব প্রতিবেদক বিদ্যুৎ ও জ্বালানির দ্রুত সরবরাহ বৃদ্ধি (বিশেষ বিধান) আইনের মেয়াদ আরও তিন বছর বাড়িয়ে জাতীয় সংসদে বিল পাস হয়েছে। বিদ্যুৎ, জ্বালানি ও খনিজ সম্পদ প্রতিমন্ত্রী বিলটি পাসের প্রস্তাব করলে তা কণ্ঠভোটে পাস হয়। <box>276 210 490 221</box>
office-phone: Phone : 0441-62562, Fax No : 0441-62631. <box>443 845 542 852</box>
classified-ad: বাসা ভাড়া : ধানমন্ডি, ৩ বেড, ৩ বাথ, ড্রইং, ডাইনিং, কিচেন, বারান্দা। ফোন : ০১৮১৯০০০০০০ <box>4 110 71 129</box>
story-body: নিজস্ব প্রতিবেদক অনলাইন প্ল্যাটফর্ম ব্যবহার করে প্রতারণার অভিযোগে একটি চক্রের সদস্যদের গ্রেফতার করেছে আইনশৃঙ্খলা রক্ষাকারী বাহিনী। তাদের কাছ থেকে বিভিন্ন মোবাইল ফোন, সিম কার্ড ও নথিপত্র উদ্ধার করা হয়েছে। সংশ্লিষ্ট কর্মকর্তারা জানিয়েছেন, চক্রটি দীর্ঘদিন ধরে সাধারণ মানুষের কাছ থেকে অর্থ হাতিয়ে নিচ্ছিল। <box>276 837 338 883</box>
story-top-center <box>276 36 404 98</box>
tender-intro: e-Tender is invited in the National e-GP system Portal (http://www.eprocure.gov.bd) for the Procurement of following goods. <box>346 653 637 665</box>
classified-ad: বাসা ভাড়া : ধানমন্ডি, ৩ বেড, ৩ বাথ, ড্রইং, ডাইনিং, কিচেন, বারান্দা। ফোন : ০১৮১৯০০০০০০ <box>222 432 270 455</box>
story-power-law <box>500 36 644 98</box>
story-tarek <box>408 36 496 98</box>
classified-ad: বাসা ভাড়া : ধানমন্ডি, ৩ বেড, ৩ বাথ, ড্রইং, ডাইনিং, কিচেন, বারান্দা। ফোন : ০১৮১৯০০০০০০ <box>76 154 143 173</box>
classified-ad: ফ্ল্যাট বিক্রয় : মিরপুর, ১২০০ বর্গফুট, দক্ষিণমুখী, লিফট, জেনারেটর, পার্কিং সুবিধা। মূল্য আলোচনা সাপেক্ষে। যোগাযোগ : ০১৭১১০০০০০০ <box>222 379 270 407</box>
story-headline: নির্বাচনের বিধিমালা <box>545 410 593 417</box>
tender-table <box>346 667 639 702</box>
header-rule-thin <box>4 32 646 33</box>
col-sl: Sl. No <box>347 668 362 682</box>
classified-ad: ফ্ল্যাট বিক্রয় : মিরপুর, ১২০০ বর্গফুট, দক্ষিণমুখী, লিফট, জেনারেটর, পার্কিং সুবিধা। মূল্য আলোচনা সাপেক্ষে। যোগাযোগ : ০১৭১১০০০০০০ <box>150 225 217 248</box>
cell-tender-name: Supply of Manpower (Driver, MLSS, Messengers, Mali, Sweeper and Guard) outsourcing basis for physical services/works. <box>387 682 528 702</box>
classified-ad: বাসা ভাড়া : ধানমন্ডি, ৩ বেড, ৩ বাথ, ড্রইং, ডাইনিং, কিচেন, বারান্দা। ফোন : ০১৮১৯০০০০০০ <box>150 333 217 352</box>
classified-ad: ফ্ল্যাট বিক্রয় : মিরপুর, ১২০০ বর্গফুট, দক্ষিণমুখী, লিফট, জেনারেটর, পার্কিং সুবিধা। মূল্য আলোচনা সাপেক্ষে। যোগাযোগ : ০১৭১১০০০০০০ <box>76 492 143 515</box>
classified-ad: ফ্ল্যাট বিক্রয় : মিরপুর, ১২০০ বর্গফুট, দক্ষিণমুখী, লিফট, জেনারেটর, পার্কিং সুবিধা। মূল্য আলোচনা সাপেক্ষে। যোগাযোগ : ০১৭১১০০০০০০ <box>4 130 71 153</box>
sign-name: Gerald Oliver Guda <box>597 945 639 951</box>
classified-ad: ফ্ল্যাট বিক্রয় : মিরপুর, ১২০০ বর্গফুট, দক্ষিণমুখী, লিফট, জেনারেটর, পার্কিং সুবিধা। মূল্য আলোচনা সাপেক্ষে। যোগাযোগ : ০১৭১১০০০০০০ <box>150 416 217 439</box>
